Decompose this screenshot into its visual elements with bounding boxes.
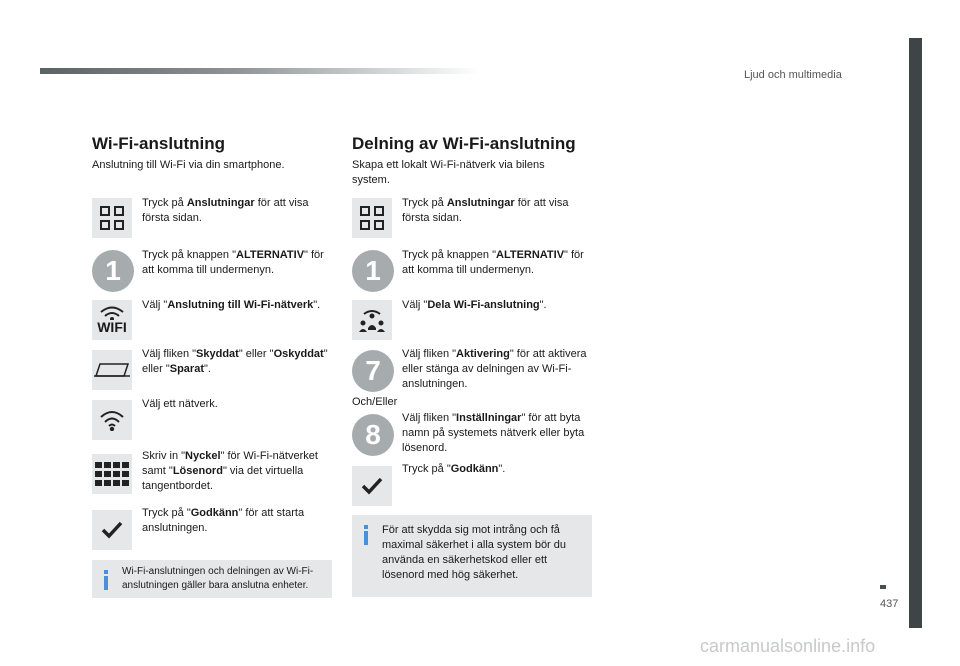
grid-icon: [92, 198, 132, 238]
right-step-4: Välj fliken "Aktivering" för att aktivera eller stänga av delningen av Wi-Fi-anslutningen.: [402, 348, 587, 390]
watermark: carmanualsonline.info: [700, 636, 876, 656]
left-intro: Anslutning till Wi-Fi via din smartphone.: [92, 159, 285, 171]
header-gradient-bar: [40, 68, 480, 74]
left-step-2: Tryck på knappen "ALTERNATIV" för att komma till undermenyn.: [142, 249, 324, 276]
left-step-4: Välj fliken "Skyddat" eller "Oskyddat" eller "Sparat".: [142, 348, 328, 375]
wifi-icon: [92, 300, 132, 340]
left-step-1: Tryck på Anslutningar för att visa första sidan.: [142, 197, 309, 224]
left-step-3: Välj "Anslutning till Wi-Fi-nätverk".: [142, 299, 321, 311]
right-step-5: Välj fliken "Inställningar" för att byta namn på systemets nätverk eller byta lösenord.: [402, 412, 585, 454]
right-info-note: [352, 515, 592, 597]
hotspot-share-icon: [352, 300, 392, 340]
left-step-6: Skriv in "Nyckel" för Wi-Fi-nätverket samt "Lösenord" via det virtuella tangentbordet.: [142, 450, 318, 492]
section-title: Ljud och multimedia: [744, 69, 842, 81]
info-icon: [104, 570, 108, 590]
right-step-6: Tryck på "Godkänn".: [402, 463, 506, 475]
checkmark-icon: [92, 510, 132, 550]
left-step-5: Välj ett nätverk.: [142, 398, 218, 410]
number-badge: 1: [352, 250, 394, 292]
page-marker: [880, 585, 886, 589]
right-title: Delning av Wi-Fi-anslutning: [352, 134, 576, 153]
right-step-2: Tryck på knappen "ALTERNATIV" för att komma till undermenyn.: [402, 249, 584, 276]
number-badge: 1: [92, 250, 134, 292]
tab-icon: [92, 350, 132, 390]
number-badge: 8: [352, 414, 394, 456]
right-note-text: För att skydda sig mot intrång och få maximal säkerhet i alla system bör du använda en säkerhetskod eller ett lösenord med hög säkerhet.: [382, 524, 567, 581]
right-intro: Skapa ett lokalt Wi-Fi-nätverk via bilens system.: [352, 159, 545, 186]
och-eller-label: Och/Eller: [352, 396, 398, 408]
wifi-label: WIFI: [97, 319, 127, 335]
info-icon: [364, 525, 368, 545]
left-title: Wi-Fi-anslutning: [92, 134, 225, 153]
number-badge: 7: [352, 350, 394, 392]
page-edge-strip: [909, 38, 922, 628]
checkmark-icon: [352, 466, 392, 506]
left-step-7: Tryck på "Godkänn" för att starta anslutningen.: [142, 507, 305, 534]
left-info-note: [92, 560, 332, 598]
wifi-signal-icon: [92, 400, 132, 440]
grid-icon: [352, 198, 392, 238]
keyboard-icon: [92, 454, 132, 494]
left-note-text: Wi-Fi-anslutningen och delningen av Wi-Fi-anslutningen gäller bara anslutna enheter.: [122, 566, 314, 591]
right-step-1: Tryck på Anslutningar för att visa första sidan.: [402, 197, 569, 224]
page-number: 437: [880, 598, 899, 610]
right-step-3: Välj "Dela Wi-Fi-anslutning".: [402, 299, 547, 311]
